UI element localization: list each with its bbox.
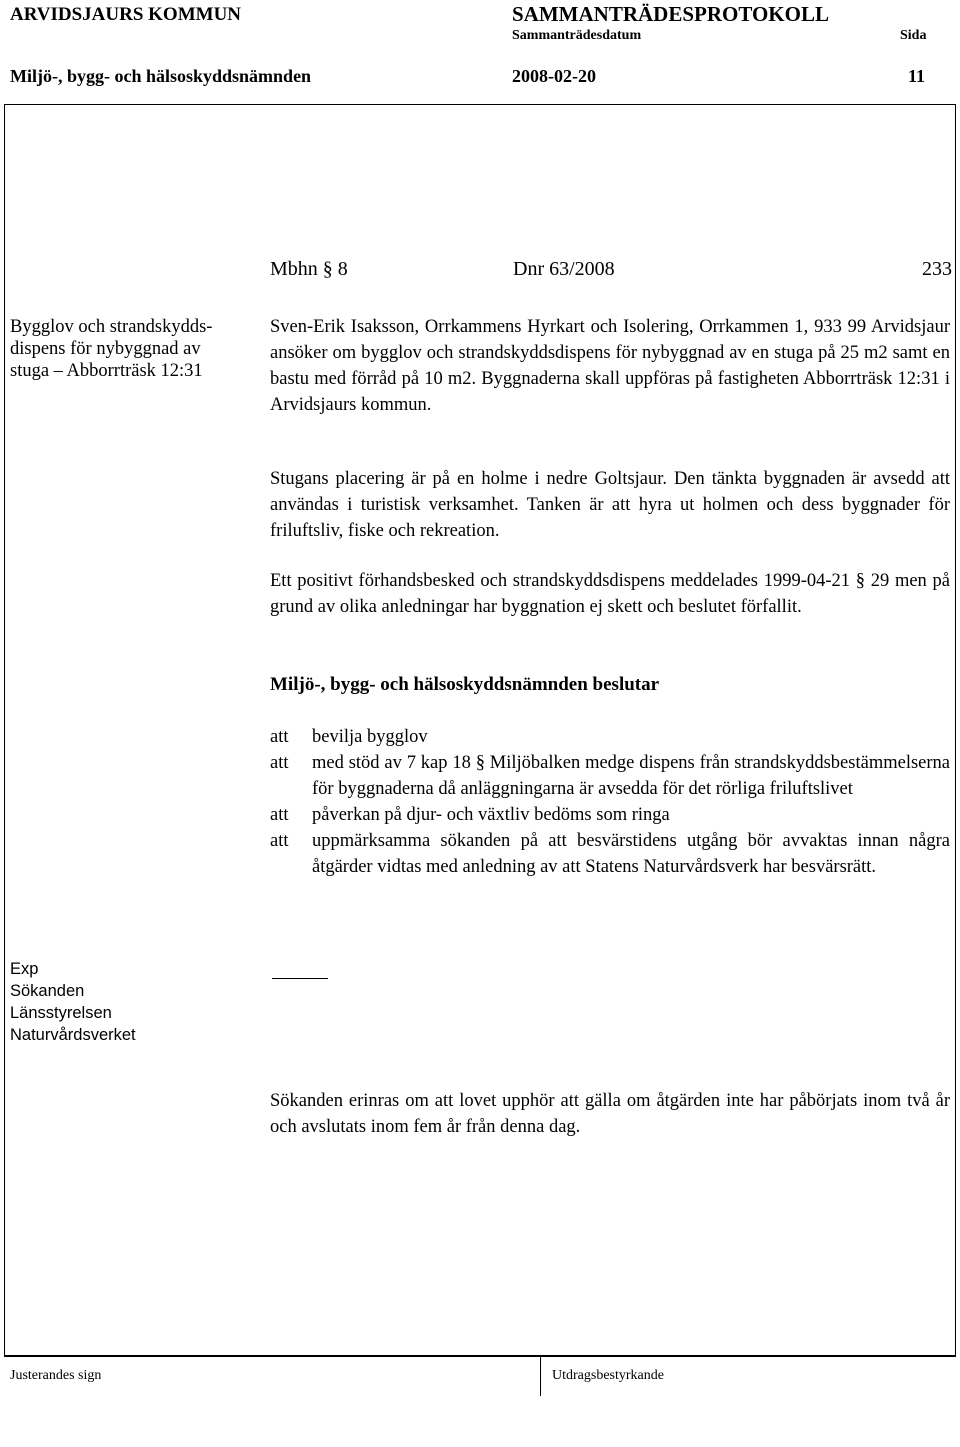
decision-list [270, 724, 950, 880]
history-text: Ett positivt förhandsbesked och strandskyddsdispens meddelades 1999-04-21 § 29 men på grund av olika anledningar har byggnation ej skett och beslutet förfallit. [270, 571, 950, 617]
decision-text: påverkan på djur- och växtliv bedöms som ringa [312, 805, 670, 825]
decision-att: att [270, 753, 289, 773]
decision-att: att [270, 805, 289, 825]
committee-name: Miljö-, bygg- och hälsoskyddsnämnden [10, 66, 312, 86]
case-title-line-3: stuga – Abborrträsk 12:31 [10, 361, 203, 381]
exp-label: Exp [10, 960, 39, 978]
placement-text: Stugans placering är på en holme i nedre Goltsjaur. Den tänkta byggnaden är avsedd att användas i turistisk verksamhet. Tanken är att hyra ut holmen och dess byggnader för friluftsliv, fiske och rekreation. [270, 469, 950, 541]
body-paragraph-1 [270, 314, 950, 418]
recipient: Länsstyrelsen [10, 1004, 112, 1022]
case-title [10, 316, 260, 382]
case-title-line-1: Bygglov och strandskydds- [10, 317, 213, 337]
date-label: Sammanträdesdatum [512, 28, 642, 43]
signature-label: Justerandes sign [10, 1368, 102, 1383]
decision-item [270, 724, 950, 750]
document-type: SAMMANTRÄDESPROTOKOLL [512, 2, 829, 26]
decision-item [270, 828, 950, 880]
decision-att: att [270, 727, 289, 747]
municipality-name: ARVIDSJAURS KOMMUN [10, 4, 242, 25]
decision-text: bevilja bygglov [312, 727, 428, 747]
application-text: Sven-Erik Isaksson, Orrkammens Hyrkart och Isolering, Orrkammen 1, 933 99 Arvidsjaur ansöker om bygglov och strandskyddsdispens för nybyggnad av en stuga på 25 m2 samt en bastu med förråd på 10 m2. Byggnaderna skall uppföras på fastigheten Abborrträsk 12:31 i Arvidsjaurs kommun. [270, 317, 950, 415]
recipient: Sökanden [10, 982, 85, 1000]
footer-divider [540, 1356, 541, 1396]
meeting-date: 2008-02-20 [512, 66, 596, 86]
body-paragraph-3 [270, 568, 950, 620]
closing-paragraph [270, 1088, 950, 1140]
separator-rule [272, 978, 328, 979]
body-paragraph-2 [270, 466, 950, 544]
diary-number: Dnr 63/2008 [513, 258, 615, 280]
decision-text: med stöd av 7 kap 18 § Miljöbalken medge dispens från strandskyddsbestämmelserna för byggnaderna då anläggningarna är avsedda för det rörliga friluftslivet [312, 753, 950, 799]
page-number: 11 [908, 66, 926, 86]
closing-text: Sökanden erinras om att lovet upphör att gälla om åtgärden inte har påbörjats inom två år och avslutats inom fem år från denna dag. [270, 1091, 950, 1137]
extract-certification-label: Utdragsbestyrkande [552, 1368, 664, 1383]
footer-rule [4, 1356, 956, 1357]
decision-item [270, 802, 950, 828]
case-title-line-2: dispens för nybyggnad av [10, 339, 201, 359]
decision-heading: Miljö-, bygg- och hälsoskyddsnämnden beslutar [270, 674, 660, 695]
page-label: Sida [900, 28, 927, 43]
decision-text: uppmärksamma sökanden på att besvärstidens utgång bör avvaktas innan några åtgärder vidtas med anledning av att Statens Naturvårdsverk har besvärsrätt. [312, 831, 950, 877]
decision-att: att [270, 831, 289, 851]
recipient: Naturvårdsverket [10, 1026, 136, 1044]
case-code: 233 [922, 258, 952, 280]
distribution-list [10, 958, 260, 1046]
decision-item [270, 750, 950, 802]
paragraph-number: Mbhn § 8 [270, 258, 348, 280]
